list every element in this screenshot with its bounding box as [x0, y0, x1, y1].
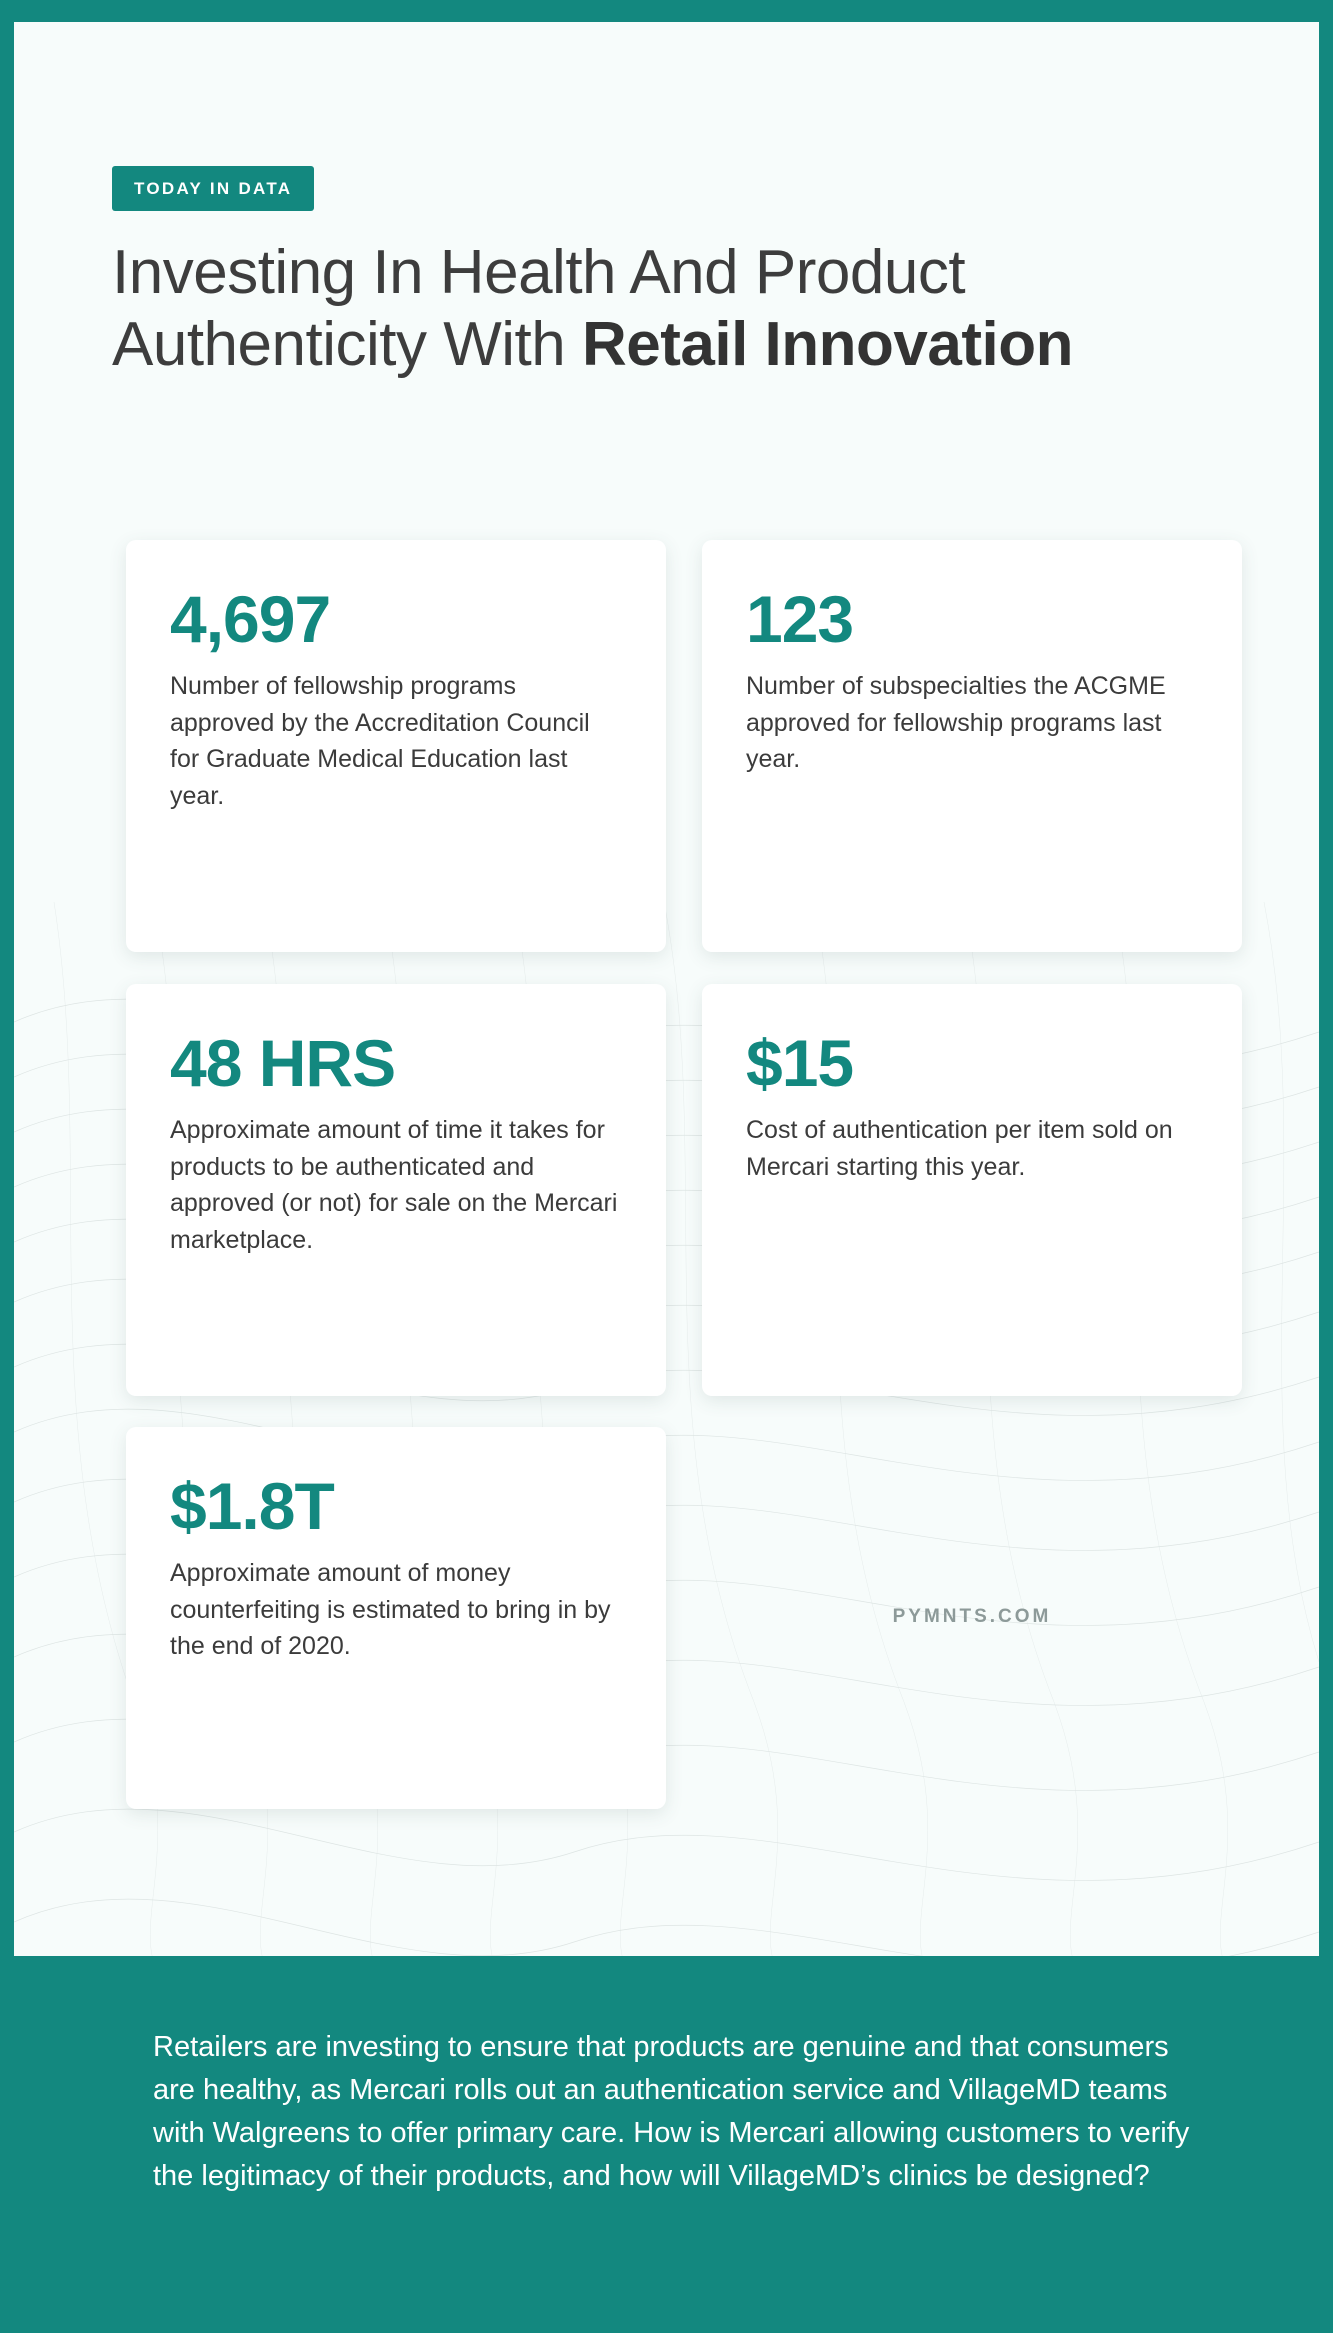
frame-border-left: [0, 0, 14, 2333]
stat-card: [702, 984, 1242, 1396]
stat-description: Approximate amount of money counterfeiting is estimated to bring in by the end of 2020.: [170, 1559, 611, 1660]
category-badge: TODAY IN DATA: [112, 166, 314, 211]
page-title-bold: Retail Innovation: [581, 309, 1073, 379]
stat-card: [126, 984, 666, 1396]
stat-description: Approximate amount of time it takes for products to be authenticated and approved (or not) for sale on the Mercari marketplace.: [170, 1116, 618, 1254]
stat-card: [702, 540, 1242, 952]
footer-summary-text: Retailers are investing to ensure that products are genuine and that consumers are healthy, as Mercari rolls out an authentication service and VillageMD teams with Walgreens to offer primary care. How is Mercari allowing customers to verify the legitimacy of their products, and how will VillageMD’s clinics be designed?: [153, 2031, 1190, 2192]
frame-border-right: [1319, 0, 1333, 2333]
stat-card: [126, 1427, 666, 1809]
stat-value: $1.8T: [170, 1469, 334, 1543]
page-title-light: Investing In Health And Product Authenticity With: [112, 238, 966, 379]
stat-description: Number of subspecialties the ACGME approved for fellowship programs last year.: [746, 672, 1166, 773]
footer-summary: [14, 1956, 1319, 2319]
stat-value: $15: [746, 1026, 854, 1100]
stat-value: 123: [746, 582, 854, 656]
stat-value: 48 HRS: [170, 1026, 396, 1100]
page-title: [112, 237, 1232, 381]
stat-card: [126, 540, 666, 952]
stat-description: Cost of authentication per item sold on Mercari starting this year.: [746, 1116, 1173, 1181]
stat-description: Number of fellowship programs approved by the Accreditation Council for Graduate Medical Education last year.: [170, 672, 590, 810]
frame-border-top: [0, 0, 1333, 22]
frame-border-bottom: [0, 2319, 1333, 2333]
stat-value: 4,697: [170, 582, 331, 656]
brand-watermark: PYMNTS.COM: [892, 1606, 1052, 1627]
